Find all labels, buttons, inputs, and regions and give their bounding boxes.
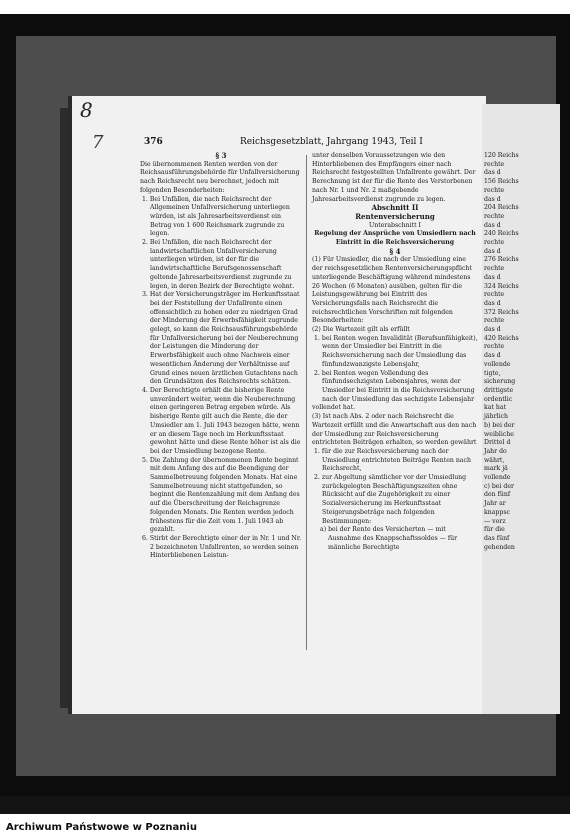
handwritten-mark-top: 8 bbox=[80, 98, 93, 122]
left-text-column bbox=[140, 152, 302, 561]
paragraph: 1. für die zur Reichsversicherung nach der Umsiedlung entrichteten Beiträge Renten nach Reichsrecht, bbox=[314, 447, 471, 473]
handwritten-mark-second: 7 bbox=[92, 132, 104, 153]
top-margin bbox=[0, 0, 570, 14]
edge-line: b) bei der bbox=[484, 421, 515, 429]
paragraph: 2. bei Renten wegen Vollendung des fünfundsechzigsten Lebensjahres, wenn der Umsiedler bei Eintritt in die Reichsversicherung nach der Umsiedlung das sechzigste Lebensjahr bbox=[314, 369, 475, 403]
edge-line: 156 Reichs bbox=[484, 178, 519, 186]
paragraph: 5. Die Zahlung der übernommenen Rente beginnt mit dem Anfang des auf die Beendigung der Sammelbetreuung folgenden Monats. Hat eine Sammelbetreuung nicht stattgefunden, so beginnt die Rentenzahlung mit dem Anfang des auf die Überschreitung der Reichsgrenze folgenden Monats. Die Renten werden jedoch frühestens für die Zeit vom 1. Juli 1943 ab gezahlt. bbox=[142, 456, 300, 534]
edge-line: währt, bbox=[484, 456, 505, 464]
edge-line: rechte bbox=[484, 343, 505, 351]
paragraph: 4. Der Berechtigte erhält die bisherige Rente unverändert weiter, wenn die Neuberechnung einen geringeren Betrag ergeben würde. Als bisherige Rente gilt auch die Rente, die der Umsiedler am 1. Juli 1943 bezogen hätte, wenn er an diesem Tage noch im Herkunftsstaat gewohnt hätte und diese Rente höher ist als die bei der Umsiedlung bezogene Rente. bbox=[142, 386, 301, 455]
paragraph: Die übernommenen Renten werden von der Reichsausführungsbehörde für Unfallversicherung nach Reichsrecht neu berechnet, jedoch mit folgenden Besonderheiten: bbox=[140, 160, 300, 194]
edge-line: rechte bbox=[484, 265, 505, 273]
edge-line: mark jä bbox=[484, 465, 508, 473]
edge-line: das d bbox=[484, 352, 501, 360]
edge-line: gehenden bbox=[484, 543, 515, 551]
paragraph: Abschnitt II bbox=[371, 203, 419, 213]
adjacent-page-edge-text bbox=[484, 152, 562, 552]
page-number: 376 bbox=[144, 137, 163, 147]
edge-line: drittigste bbox=[484, 386, 514, 394]
edge-line: das d bbox=[484, 247, 501, 255]
paragraph: § 4 bbox=[389, 246, 401, 256]
edge-line: 276 Reichs bbox=[484, 256, 519, 264]
paragraph: vollendet hat. bbox=[312, 404, 356, 412]
bottom-dark-strip bbox=[0, 796, 570, 814]
edge-line: das d bbox=[484, 299, 501, 307]
edge-line: 204 Reichs bbox=[484, 204, 519, 212]
edge-line: den fünf bbox=[484, 491, 511, 499]
edge-line: sicherung bbox=[484, 378, 516, 386]
archive-footer bbox=[0, 814, 570, 840]
paragraph: 2. zur Abgeltung sämtlicher vor der Umsiedlung zurückgelegten Beschäftigungszeiten ohne Rücksicht auf die Zugehörigkeit zu einer Sozialversicherung im Herkunftsstaat Steigerungsbeträge nach folgenden Bestimmungen: bbox=[314, 474, 467, 525]
edge-line: rechte bbox=[484, 212, 505, 220]
paragraph: (1) Für Umsiedler, die nach der Umsiedlung eine der reichsgesetzlichen Rentenversicherungspflicht unterliegende Beschäftigung während mindestens 26 Wochen (6 Monaten) ausüben, gelten für die Leistungsgewährung bei Eintritt des Versicherungsfalls nach Reichsrecht die reichsrechtlichen Vorschriften mit folgenden Besonderheiten: bbox=[312, 256, 472, 325]
edge-line: rechte bbox=[484, 160, 505, 168]
edge-line: kat hat bbox=[484, 404, 507, 412]
archive-name: Archiwum Państwowe w Poznaniu bbox=[6, 822, 197, 833]
edge-line: jährlich bbox=[484, 413, 508, 421]
paragraph: (3) Ist nach Abs. 2 oder nach Reichsrecht die Wartezeit erfüllt und die Anwartschaft aus den nach der Umsiedlung zur Reichsversicherung entrichteten Beiträgen erhalten, so werden gewährt bbox=[312, 413, 477, 447]
edge-line: Jahr ar bbox=[484, 500, 506, 508]
edge-line: rechte bbox=[484, 239, 505, 247]
paragraph: unter denselben Voraussetzungen wie den Hinterbliebenen des Empfängers einer nach Reichsrecht festgestellten Unfallrente gewährt. Der Berechnung ist der für die Rente des Verstorbenen nach Nr. 1 und Nr. 2 maßgebende Jahresarbeitsverdienst zugrunde zu legen. bbox=[312, 152, 476, 203]
edge-line: knappsc bbox=[484, 508, 510, 516]
running-header: Reichsgesetzblatt, Jahrgang 1943, Teil I bbox=[240, 137, 423, 147]
edge-line: das d bbox=[484, 221, 501, 229]
edge-line: 324 Reichs bbox=[484, 282, 519, 290]
paragraph: 3. Hat der Versicherungsträger im Herkunftsstaat bei der Feststellung der Unfallrente einen offensichtlich zu hohen oder zu niedrigen Grad der Minderung der Erwerbsfähigkeit zugrunde gelegt, so kann die Reichsausführungsbehörde für Unfallversicherung bei der Neuberechnung der Leistungen die Minderung der Erwerbsfähigkeit auch ohne Nachweis einer wesentlichen Änderung der Verhältnisse auf Grund eines neuen ärztlichen Gutachtens nach den Grundsätzen des Reichsrechts schätzen. bbox=[142, 291, 300, 386]
edge-line: 240 Reichs bbox=[484, 230, 519, 238]
edge-line: das d bbox=[484, 169, 501, 177]
column-divider bbox=[306, 155, 307, 650]
edge-line: Jahr do bbox=[484, 447, 507, 455]
edge-line: 372 Reichs bbox=[484, 308, 519, 316]
edge-line: ordentlic bbox=[484, 395, 513, 403]
edge-line: tigte, bbox=[484, 369, 501, 377]
edge-line: das d bbox=[484, 273, 501, 281]
edge-line: rechte bbox=[484, 186, 505, 194]
edge-line: das fünf bbox=[484, 534, 510, 542]
right-text-column bbox=[312, 152, 478, 552]
edge-line: 120 Reichs bbox=[484, 152, 519, 159]
edge-line: das d bbox=[484, 326, 501, 334]
edge-line: — vorz bbox=[484, 517, 506, 525]
paragraph: Regelung der Ansprüche von Umsiedlern nach Eintritt in die Reichsversicherung bbox=[314, 230, 476, 247]
edge-line: vollende bbox=[484, 474, 511, 482]
edge-line: rechte bbox=[484, 317, 505, 325]
paragraph: Rentenversicherung bbox=[355, 211, 435, 221]
edge-line: rechte bbox=[484, 291, 505, 299]
edge-line: vollende bbox=[484, 360, 511, 368]
paragraph: (2) Die Wartezeit gilt als erfüllt bbox=[312, 326, 410, 334]
edge-line: für die bbox=[484, 526, 505, 534]
paragraph: § 3 bbox=[215, 151, 227, 160]
paragraph: 1. bei Renten wegen Invalidität (Berufsunfähigkeit), wenn der Umsiedler bei Eintritt in die Reichsversicherung nach der Umsiedlung das fünfundzwanzigste Lebensjahr, bbox=[314, 334, 478, 368]
paragraph: Unterabschnitt I bbox=[369, 221, 421, 229]
edge-line: das d bbox=[484, 195, 501, 203]
edge-line: weibliche bbox=[484, 430, 514, 438]
paragraph: 1. Bei Unfällen, die nach Reichsrecht der Allgemeinen Unfallversicherung unterliegen würden, ist als Jahresarbeitsverdienst ein Betrag von 1 600 Reichsmark zugrunde zu legen. bbox=[142, 195, 290, 238]
paragraph: 2. Bei Unfällen, die nach Reichsrecht der landwirtschaftlichen Unfallversicherung unterliegen würden, ist der für die landwirtschaftliche Berufsgenossenschaft geltende Jahresarbeitsverdienst zugrunde zu legen, in deren Bezirk der Berechtigte wohnt. bbox=[142, 239, 295, 290]
paragraph: 6. Stirbt der Berechtigte einer der in Nr. 1 und Nr. 2 bezeichneten Unfallrenten, so werden seinen Hinterbliebenen Leistun- bbox=[142, 534, 302, 560]
edge-line: Drittel d bbox=[484, 439, 511, 447]
edge-line: 420 Reichs bbox=[484, 334, 519, 342]
paragraph: a) bei der Rente des Versicherten — mit Ausnahme des Knappschaftssoldes — für männliche Berechtigte bbox=[320, 526, 458, 551]
edge-line: c) bei der bbox=[484, 482, 514, 490]
